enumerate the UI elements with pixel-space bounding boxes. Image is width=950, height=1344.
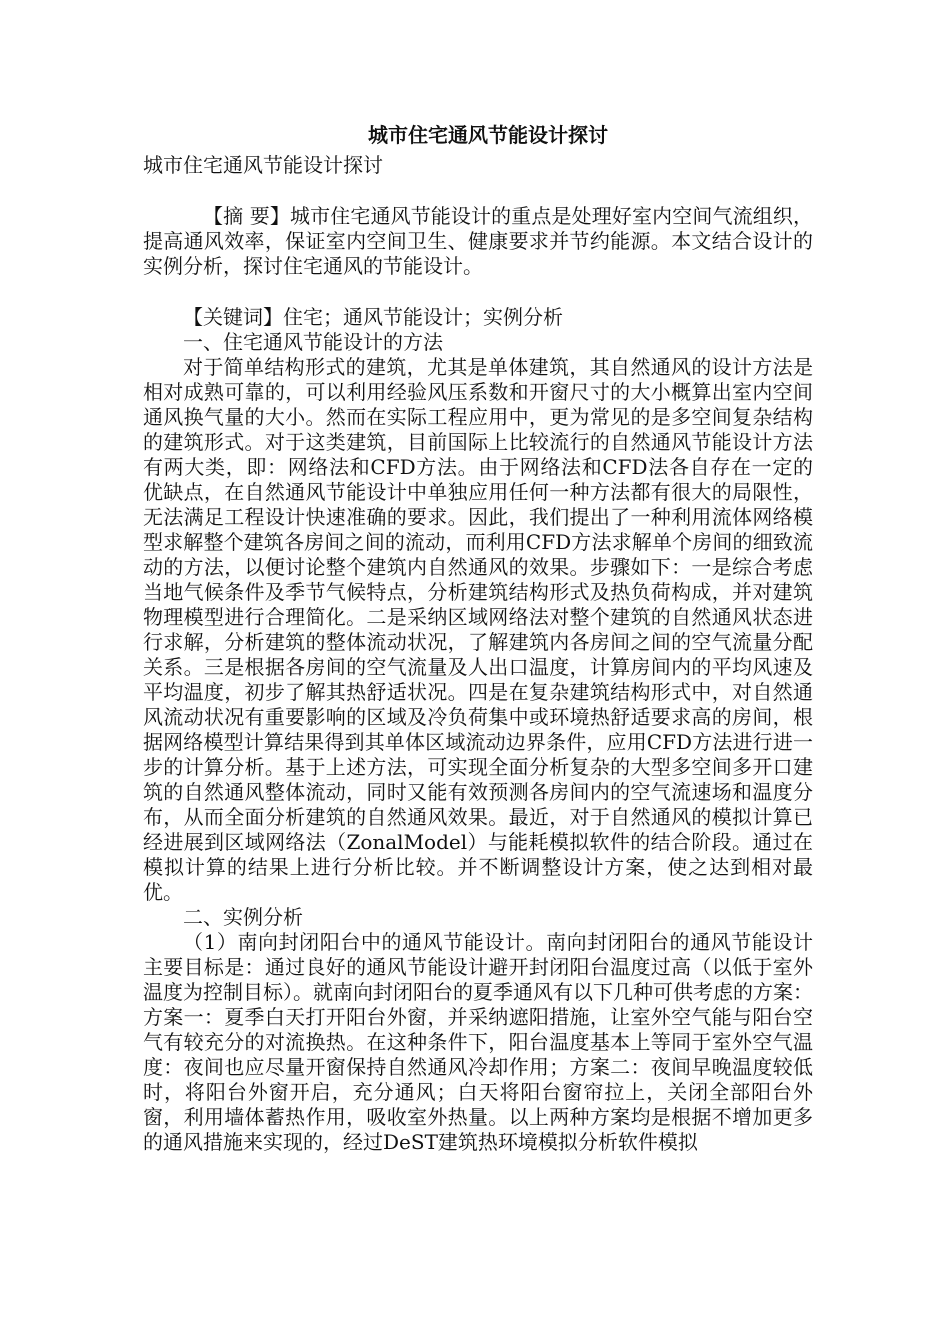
- section-heading-1: 一、住宅通风节能设计的方法: [183, 330, 443, 354]
- spacer: [143, 279, 813, 305]
- body-paragraph-1: 对于简单结构形式的建筑，尤其是单体建筑，其自然通风的设计方法是相对成熟可靠的，可以利用经验风压系数和开窗尺寸的大小概算出室内空间通风换气量的大小。然而在实际工程应用中，更为常见的是多空间复杂结构的建筑形式。对于这类建筑，目前国际上比较流行的自然通风节能设计方法有两大类，即：网络法和CFD方法。由于网络法和CFD法各自存在一定的优缺点，在自然通风节能设计中单独应用任何一种方法都有很大的局限性，无法满足工程设计快速准确的要求。因此，我们提出了一种利用流体网络模型求解整个建筑各房间之间的流动，而利用CFD方法求解单个房间的细致流动的方法，以便讨论整个建筑内自然通风的效果。步骤如下：一是综合考虑当地气候条件及季节气候特点，分析建筑结构形式及热负荷构成，并对建筑物理模型进行合理简化。二是采纳区域网络法对整个建筑的自然通风状态进行求解，分析建筑的整体流动状况，了解建筑内各房间之间的空气流量分配关系。三是根据各房间的空气流量及人出口温度，计算房间内的平均风速及平均温度，初步了解其热舒适状况。四是在复杂建筑结构形式中，对自然通风流动状况有重要影响的区域及冷负荷集中或环境热舒适要求高的房间，根据网络模型计算结果得到其单体区域流动边界条件，应用CFD方法进行进一步的计算分析。基于上述方法，可实现全面分析复杂的大型多空间多开口建筑的自然通风整体流动，同时又能有效预测各房间内的空气流速场和温度分布，从而全面分析建筑的自然通风效果。最近，对于自然通风的模拟计算已经进展到区域网络法（ZonalModel）与能耗模拟软件的结合阶段。通过在模拟计算的结果上进行分析比较。并不断调整设计方案，使之达到相对最优。: [143, 355, 813, 904]
- document-subtitle: 城市住宅通风节能设计探讨: [143, 153, 383, 177]
- abstract-paragraph: 【摘 要】城市住宅通风节能设计的重点是处理好室内空间气流组织，提高通风效率，保证室内空间卫生、健康要求并节约能源。本文结合设计的实例分析，探讨住宅通风的节能设计。: [143, 204, 813, 278]
- body-paragraph-2: （1）南向封闭阳台中的通风节能设计。南向封闭阳台的通风节能设计主要目标是：通过良好的通风节能设计避开封闭阳台温度过高（以低于室外温度为控制目标）。就南向封闭阳台的夏季通风有以下几种可供考虑的方案：方案一：夏季白天打开阳台外窗，并采纳遮阳措施，让室外空气能与阳台空气有较充分的对流换热。在这种条件下，阳台温度基本上等同于室外空气温度：夜间也应尽量开窗保持自然通风冷却作用；方案二：夜间早晚温度较低时，将阳台外窗开启，充分通风；白天将阳台窗帘拉上，关闭全部阳台外窗，利用墙体蓄热作用，吸收室外热量。以上两种方案均是根据不增加更多的通风措施来实现的，经过DeST建筑热环境模拟分析软件模拟: [143, 930, 813, 1154]
- section-heading-2: 二、实例分析: [183, 905, 303, 929]
- document-title: 城市住宅通风节能设计探讨: [368, 123, 608, 147]
- keywords-line: 【关键词】住宅；通风节能设计；实例分析: [183, 305, 563, 329]
- spacer: [143, 178, 813, 204]
- document-page: [143, 118, 813, 1155]
